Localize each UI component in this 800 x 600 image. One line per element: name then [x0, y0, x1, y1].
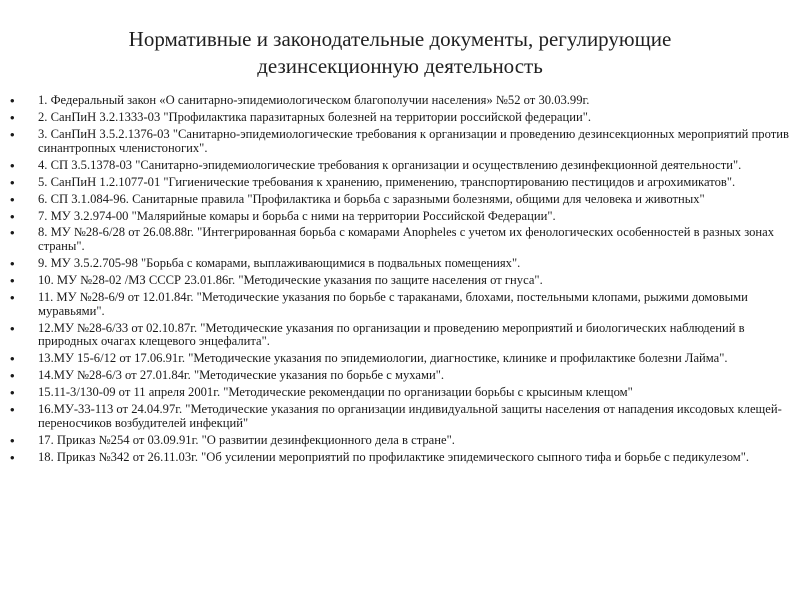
- list-item: • 16.МУ-33-113 от 24.04.97г. "Методические указания по организации индивидуальной защиты населения от нападения иксодовых клещей- переносчиков возбудителей инфекций": [10, 403, 792, 430]
- list-item: • 2. СанПиН 3.2.1333-03 "Профилактика паразитарных болезней на территории российской федерации".: [10, 111, 792, 125]
- list-item: • 8. МУ №28-6/28 от 26.08.88г. "Интегрированная борьба с комарами Anopheles с учетом их фенологических особенностей в разных зонах страны".: [10, 226, 792, 253]
- document-list: [10, 94, 792, 468]
- list-item: • 17. Приказ №254 от 03.09.91г. "О развитии дезинфекционного дела в стране".: [10, 434, 792, 448]
- list-item: • 18. Приказ №342 от 26.11.03г. "Об усилении мероприятий по профилактике эпидемического сыпного тифа и борьбе с педикулезом".: [10, 451, 792, 465]
- list-item: • 15.11-3/130-09 от 11 апреля 2001г. "Методические рекомендации по организации борьбы с крысиным клещом": [10, 386, 792, 400]
- slide-title: [40, 26, 760, 80]
- slide-title-line-2: дезинсекционную деятельность: [257, 54, 543, 78]
- list-item: • 10. МУ №28-02 /МЗ СССР 23.01.86г. "Методические указания по защите населения от гнуса".: [10, 274, 792, 288]
- list-item: • 7. МУ 3.2.974-00 "Малярийные комары и борьба с ними на территории Российской Федерации".: [10, 210, 792, 224]
- list-item: • 6. СП 3.1.084-96. Санитарные правила "Профилактика и борьба с заразными болезнями, общими для человека и животных": [10, 193, 792, 207]
- list-item: • 1. Федеральный закон «О санитарно-эпидемиологическом благополучии населения» №52 от 30.03.99г.: [10, 94, 792, 108]
- list-item: • 13.МУ 15-6/12 от 17.06.91г. "Методические указания по эпидемиологии, диагностике, клинике и профилактике болезни Лайма".: [10, 352, 792, 366]
- list-item: • 5. СанПиН 1.2.1077-01 "Гигиенические требования к хранению, применению, транспортированию пестицидов и агрохимикатов".: [10, 176, 792, 190]
- list-item: • 9. МУ 3.5.2.705-98 "Борьба с комарами, выплаживающимися в подвальных помещениях".: [10, 257, 792, 271]
- list-item: • 14.МУ №28-6/3 от 27.01.84г. "Методические указания по борьбе с мухами".: [10, 369, 792, 383]
- slide-title-line-1: Нормативные и законодательные документы, регулирующие: [128, 27, 672, 51]
- list-item: • 4. СП 3.5.1378-03 "Санитарно-эпидемиологические требования к организации и осуществлению дезинфекционной деятельности".: [10, 159, 792, 173]
- list-item: • 11. МУ №28-6/9 от 12.01.84г. "Методические указания по борьбе с тараканами, блохами, постельными клопами, рыжими домовыми муравьями".: [10, 291, 792, 318]
- list-item: • 12.МУ №28-6/33 от 02.10.87г. "Методические указания по организации и проведению мероприятий и биологических наблюдений в природных очагах клещевого энцефалита".: [10, 322, 792, 349]
- list-item: • 3. СанПиН 3.5.2.1376-03 "Санитарно-эпидемиологические требования к организации и проведению дезинсекционных мероприятий против синантропных членистоногих".: [10, 128, 792, 155]
